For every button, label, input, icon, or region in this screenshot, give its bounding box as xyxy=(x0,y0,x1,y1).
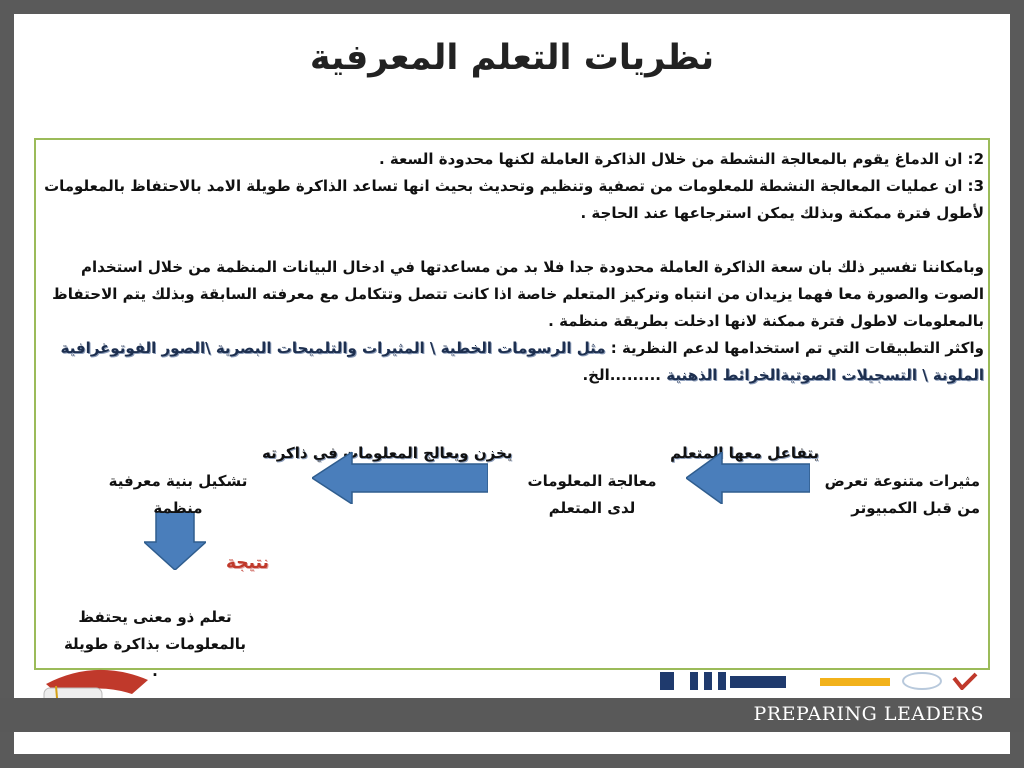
footer-tagline: PREPARING LEADERS xyxy=(753,703,984,725)
applications-paragraph xyxy=(44,335,984,389)
left-arrow-1-icon xyxy=(686,452,810,504)
left-arrow-2-icon xyxy=(312,452,488,504)
explanation-paragraph: وبامكاننا تفسير ذلك بان سعة الذاكرة العاملة محدودة جدا فلا بد من مساعدتها في ادخال البيانات المنظمة من خلال استخدام الصوت والصورة معا فهما يزيدان من انتباه وتركيز المتعلم خاصة اذا كانت تتصل وتتكامل مع معرفته السابقة وبذلك يتم الاحتفاظ بالمعلومات لاطول فترة ممكنة لانها ادخلت بطريقة منظمة . xyxy=(52,258,984,330)
flow-learning: تعلم ذو معنى يحتفظ بالمعلومات بذاكرة طويلة . xyxy=(63,608,247,680)
flow-label-store: يخزن ويعالج المعلومات في ذاكرته xyxy=(262,444,513,462)
flow-result: نتيجة xyxy=(226,553,269,573)
slide-title: نظريات التعلم المعرفية xyxy=(309,38,715,78)
applications-highlight: مثل الرسومات الخطية \ المثيرات والتلميحات البصرية \الصور الفوتوغرافية الملونة \ التسجيلات الصوتيةالخرائط الذهنية xyxy=(60,339,984,384)
rankings-logo xyxy=(660,672,790,690)
body-text xyxy=(44,146,984,389)
flow-label-interact: يتفاعل معها المتعلم xyxy=(670,444,819,462)
applications-tail: .........الخ. xyxy=(582,366,667,384)
accreditation-seal-icon xyxy=(902,672,942,690)
flow-stimuli: مثيرات متنوعة تعرض من قبل الكمبيوتر xyxy=(824,472,980,517)
flow-structure: تشكيل بنية معرفية منظمة xyxy=(108,472,248,517)
applications-intro: واكثر التطبيقات التي تم استخدامها لدعم النظرية : xyxy=(605,339,984,357)
flow-processing: معالجة المعلومات لدى المتعلم xyxy=(527,472,657,517)
point-2: 2: ان الدماغ يقوم بالمعالجة النشطة من خلال الذاكرة العاملة لكنها محدودة السعة . xyxy=(379,150,984,168)
point-3: 3: ان عمليات المعالجة النشطة للمعلومات من تصفية وتنظيم وتحديث بحيث انها تساعد الذاكرة طويلة الامد بالاحتفاظ بالمعلومات لأطول فترة ممكنة وبذلك يمكن استرجاعها عند الحاجة . xyxy=(44,177,984,222)
partner-logo-bar xyxy=(820,678,890,686)
heart-check-icon xyxy=(950,672,980,690)
